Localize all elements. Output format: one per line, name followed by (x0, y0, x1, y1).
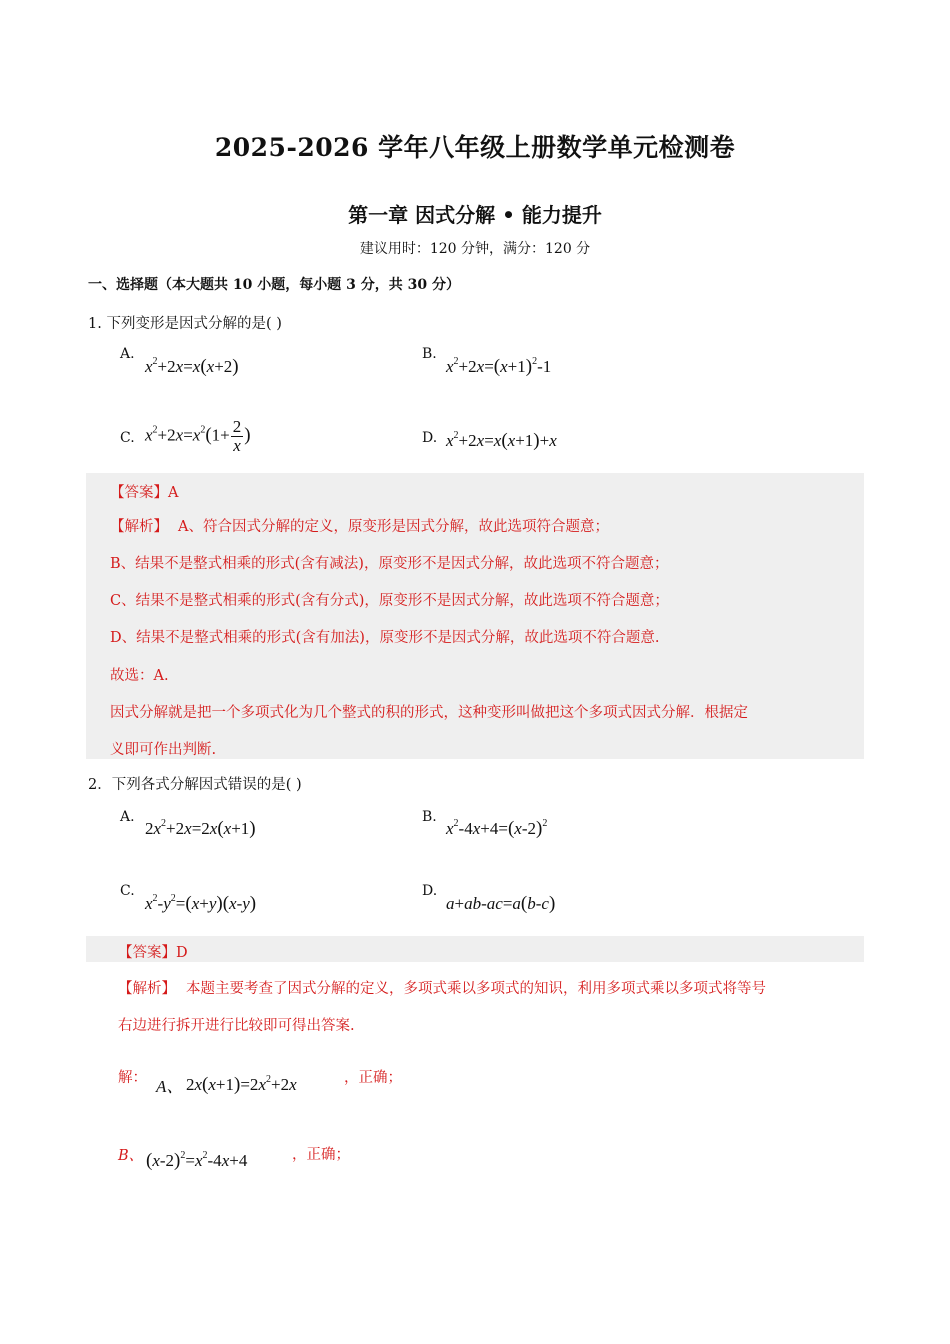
q2-solution-a-label: A、 (156, 1077, 184, 1096)
q1-option-a-expr: $x^2+2x=x(x+2)$ (145, 356, 239, 377)
q2-solution-prefix: 解： (118, 1070, 147, 1086)
q1-option-c-label: C. (120, 430, 135, 446)
question-1-stem: 1. 下列变形是因式分解的是( ) (88, 316, 282, 332)
q1-analysis-line-4: D、结果不是整式相乘的形式(含有加法)，原变形不是因式分解，故此选项不符合题意. (110, 630, 660, 646)
q2-solution-b-result: ，正确； (292, 1147, 350, 1163)
q2-option-b-expr: $x^2-4x+4=(x-2)^2$ (446, 818, 548, 839)
q1-analysis-line-5: 故选：A. (110, 668, 169, 684)
chapter-subtitle: 第一章 因式分解 • 能力提升 (348, 203, 602, 227)
q1-option-c-expr: $x^2+2x=x^2(1+$ $\frac{2}{x}$ ) (145, 417, 251, 455)
question-2-stem: 2．下列各式分解因式错误的是( ) (88, 777, 302, 793)
q1-option-b-expr: $x^2+2x=(x+1)^2-1$ (446, 356, 552, 377)
q2-option-c-expr: $x^2-y^2=(x+y)(x-y)$ (145, 893, 257, 914)
q2-answer: 【答案】D (118, 945, 188, 961)
q2-option-d-label: D. (422, 883, 438, 899)
q2-option-b-label: B. (422, 809, 437, 825)
q1-analysis-line-2: B、结果不是整式相乘的形式(含有减法)，原变形不是因式分解，故此选项不符合题意； (110, 556, 669, 572)
q1-option-d-expr: $x^2+2x=x(x+1)+x$ (446, 430, 557, 451)
q2-solution-b-expr: $(x-2)^2=x^2-4x+4$ (146, 1150, 248, 1171)
q2-option-c-label: C. (120, 883, 135, 899)
q2-analysis-line-1: 本题主要考查了因式分解的定义，多项式乘以多项式的知识，利用多项式乘以多项式将等号 (186, 981, 766, 997)
q2-solution-a-result: ，正确； (344, 1070, 402, 1086)
q2-option-d-expr: a+ab-ac=a(b-c) (446, 893, 556, 914)
q1-option-a-label: A. (120, 346, 135, 362)
q2-option-a-label: A. (120, 809, 135, 825)
q1-answer: 【答案】A (110, 485, 179, 501)
q2-analysis-line-2: 右边进行拆开进行比较即可得出答案. (118, 1018, 355, 1034)
q2-solution-b-label (118, 1144, 143, 1165)
q1-analysis-line-6: 因式分解就是把一个多项式化为几个整式的积的形式，这种变形叫做把这个多项式因式分解．根据定 (110, 705, 748, 721)
q1-option-b-label: B. (422, 346, 437, 362)
q2-option-a-expr: $2x^2+2x=2x(x+1)$ (145, 818, 256, 839)
q2-solution-b-label-text: B、 (118, 1148, 144, 1164)
q1-analysis-line-1: A、符合因式分解的定义，原变形是因式分解，故此选项符合题意； (178, 519, 609, 535)
q1-analysis-tag: 【解析】 (110, 519, 168, 535)
q2-answer-box (86, 936, 864, 962)
q1-analysis-line-7: 义即可作出判断. (110, 742, 217, 758)
q1-analysis-line-3: C、结果不是整式相乘的形式(含有分式)，原变形不是因式分解，故此选项不符合题意； (110, 593, 669, 609)
q1-option-d-label: D. (422, 430, 438, 446)
page-title: 2025-2026 学年八年级上册数学单元检测卷 (214, 133, 736, 162)
section-heading: 一、选择题（本大题共 10 小题，每小题 3 分，共 30 分） (88, 277, 460, 293)
q2-analysis-tag: 【解析】 (118, 981, 176, 997)
time-info: 建议用时：120 分钟，满分：120 分 (359, 241, 591, 257)
q2-solution-a-expr: $2x(x+1)=2x^2+2x$ (186, 1074, 297, 1095)
